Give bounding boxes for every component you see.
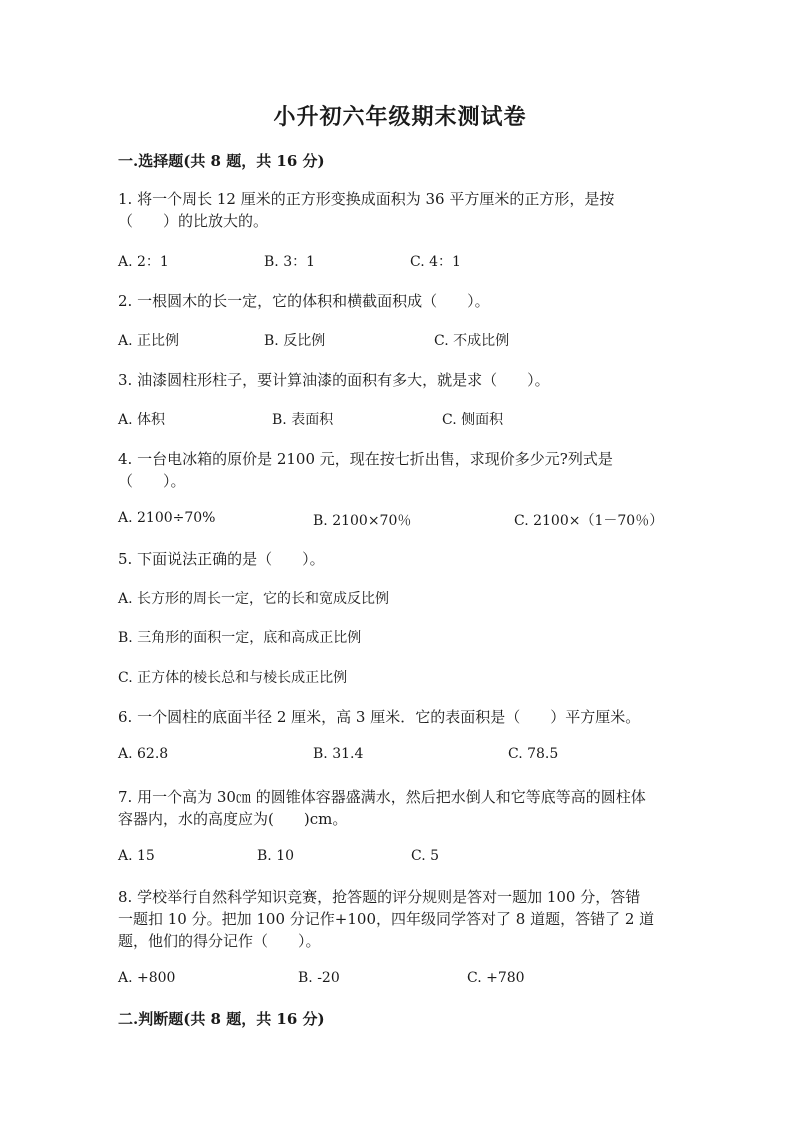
question-4-option-a: A. 2100÷70%: [118, 510, 216, 526]
question-3-option-a: A. 体积: [118, 412, 166, 428]
question-6-option-a: A. 62.8: [118, 746, 169, 762]
question-8-option-b: B. -20: [298, 970, 340, 986]
question-3-option-b: B. 表面积: [272, 412, 334, 428]
question-1-option-b: B. 3：1: [264, 254, 316, 270]
question-8-option-a: A. +800: [118, 970, 176, 986]
question-1-line-1: 1. 将一个周长 12 厘米的正方形变换成面积为 36 平方厘米的正方形，是按: [118, 190, 615, 208]
question-7-line-1: 7. 用一个高为 30㎝ 的圆锥体容器盛满水，然后把水倒人和它等底等高的圆柱体: [118, 788, 646, 806]
question-7-option-b: B. 10: [257, 848, 295, 864]
question-5-option-b: B. 三角形的面积一定，底和高成正比例: [118, 630, 362, 646]
question-5-line-1: 5. 下面说法正确的是（ ）。: [118, 550, 325, 568]
question-4-option-c: C. 2100×（1－70％）: [514, 513, 664, 529]
question-7-option-c: C. 5: [411, 848, 440, 864]
question-1-line-2: （ ）的比放大的。: [118, 212, 269, 230]
question-1-option-a: A. 2：1: [118, 254, 169, 270]
question-3-option-c: C. 侧面积: [442, 412, 504, 428]
question-6-option-b: B. 31.4: [313, 746, 364, 762]
question-6-option-c: C. 78.5: [508, 746, 559, 762]
question-7-line-2: 容器内，水的高度应为( )cm。: [118, 810, 348, 828]
question-8-option-c: C. +780: [467, 970, 525, 986]
question-2-option-b: B. 反比例: [264, 333, 326, 349]
question-2-option-a: A. 正比例: [118, 333, 180, 349]
question-5-option-c: C. 正方体的棱长总和与棱长成正比例: [118, 670, 348, 686]
question-6-line-1: 6. 一个圆柱的底面半径 2 厘米，高 3 厘米．它的表面积是（ ）平方厘米。: [118, 708, 641, 726]
question-3-line-1: 3. 油漆圆柱形柱子，要计算油漆的面积有多大，就是求（ ）。: [118, 371, 550, 389]
question-2-line-1: 2. 一根圆木的长一定，它的体积和横截面积成（ ）。: [118, 292, 490, 310]
question-4-line-1: 4. 一台电冰箱的原价是 2100 元，现在按七折出售，求现价多少元?列式是: [118, 450, 613, 468]
question-1-option-c: C. 4：1: [410, 254, 461, 270]
question-8-line-3: 题，他们的得分记作（ ）。: [118, 932, 321, 950]
question-7-option-a: A. 15: [118, 848, 155, 864]
question-5-option-a: A. 长方形的周长一定，它的长和宽成反比例: [118, 591, 390, 607]
question-2-option-c: C. 不成比例: [434, 333, 510, 349]
question-8-line-1: 8. 学校举行自然科学知识竞赛，抢答题的评分规则是答对一题加 100 分，答错: [118, 888, 641, 906]
question-4-line-2: （ ）。: [118, 472, 186, 490]
section-heading-choice: 一.选择题(共 8 题，共 16 分): [118, 152, 325, 170]
page-title: 小升初六年级期末测试卷: [273, 104, 527, 130]
question-4-option-b: B. 2100×70％: [313, 513, 412, 529]
question-8-line-2: 一题扣 10 分。把加 100 分记作+100，四年级同学答对了 8 道题，答错了 2 道: [118, 910, 655, 928]
section-heading-judgement: 二.判断题(共 8 题，共 16 分): [118, 1010, 325, 1028]
